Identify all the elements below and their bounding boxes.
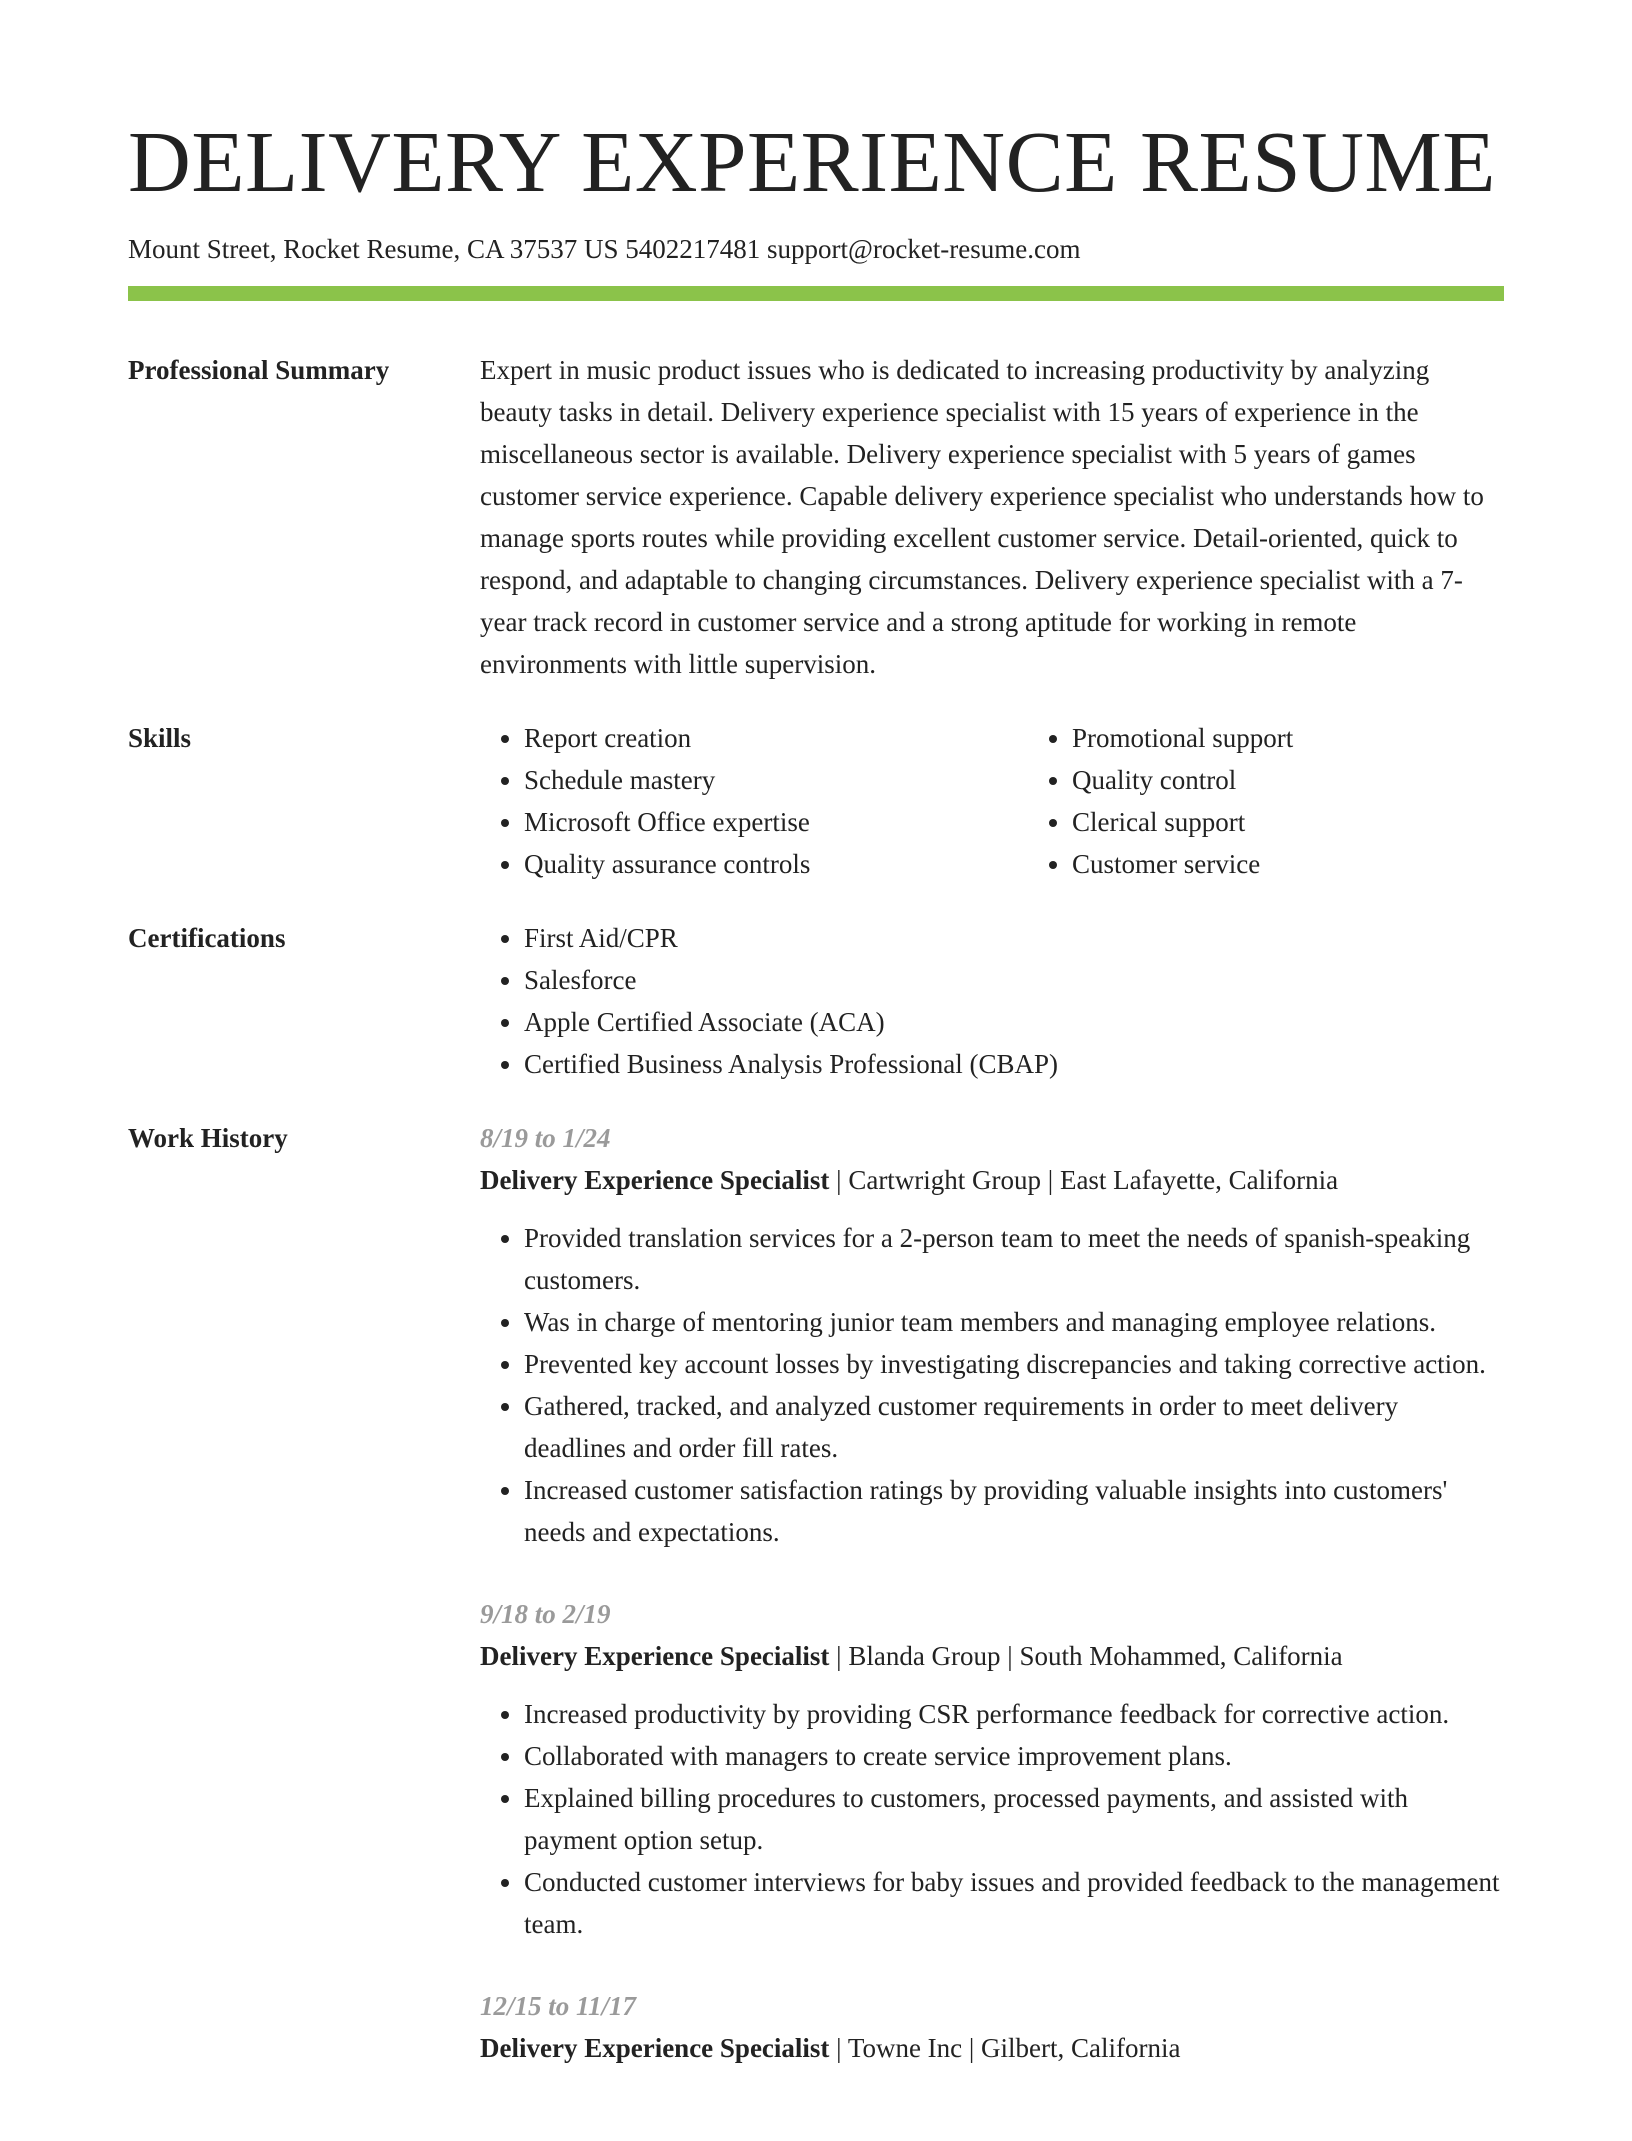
contact-line: Mount Street, Rocket Resume, CA 37537 US 5402217481 support@rocket-resume.com (128, 234, 1081, 264)
skills-list-right (1028, 717, 1576, 885)
skill-item: • Promotional support (1072, 717, 1576, 759)
job-bullets (480, 1693, 1504, 1945)
summary-body (480, 349, 1504, 685)
job-heading (480, 1159, 1504, 1201)
certification-item: • Certified Business Analysis Professional (CBAP) (524, 1043, 1504, 1085)
summary-text: Expert in music product issues who is dedicated to increasing productivity by analyzing beauty tasks in detail. Delivery experience specialist with 15 years of experience in the miscellaneous sector is available. Delivery experience specialist with 5 years of games customer service experience. Capable delivery experience specialist who understands how to manage sports routes while providing excellent customer service. Detail-oriented, quick to respond, and adaptable to changing circumstances. Delivery experience specialist with a 7-year track record in customer service and a strong aptitude for working in remote environments with little supervision. (480, 355, 1484, 679)
summary-section (128, 349, 1504, 685)
skills-body (480, 717, 1576, 885)
skill-item: • Microsoft Office expertise (524, 801, 1028, 843)
job-dates: 9/18 to 2/19 (480, 1599, 611, 1629)
job-heading (480, 2027, 1504, 2069)
work-history-section (128, 1117, 1504, 2109)
work-history-label: Work History (128, 1123, 288, 1153)
job-dates: 12/15 to 11/17 (480, 1991, 637, 2021)
certification-item: • Apple Certified Associate (ACA) (524, 1001, 1504, 1043)
certifications-body (480, 917, 1504, 1085)
job-entry (480, 1985, 1504, 2069)
job-title: Delivery Experience Specialist (480, 1165, 830, 1195)
job-details: | Towne Inc | Gilbert, California (829, 2033, 1181, 2063)
job-bullet: • Increased customer satisfaction ratings by providing valuable insights into customers' needs and expectations. (524, 1469, 1504, 1553)
skill-item: • Quality assurance controls (524, 843, 1028, 885)
job-title: Delivery Experience Specialist (480, 2033, 830, 2063)
job-dates: 8/19 to 1/24 (480, 1123, 611, 1153)
skills-section (128, 717, 1504, 885)
job-details: | Blanda Group | South Mohammed, California (829, 1641, 1343, 1671)
skill-item: • Clerical support (1072, 801, 1576, 843)
job-bullet: • Explained billing procedures to customers, processed payments, and assisted with payment option setup. (524, 1777, 1504, 1861)
job-bullet: • Collaborated with managers to create service improvement plans. (524, 1735, 1504, 1777)
job-bullet: • Increased productivity by providing CSR performance feedback for corrective action. (524, 1693, 1504, 1735)
job-entry (480, 1593, 1504, 1945)
job-bullet: • Prevented key account losses by investigating discrepancies and taking corrective action. (524, 1343, 1504, 1385)
work-history-body (480, 1117, 1504, 2109)
skill-item: • Schedule mastery (524, 759, 1028, 801)
certifications-section (128, 917, 1504, 1085)
skill-item: • Report creation (524, 717, 1028, 759)
job-details: | Cartwright Group | East Lafayette, California (829, 1165, 1339, 1195)
job-bullet: • Gathered, tracked, and analyzed customer requirements in order to meet delivery deadlines and order fill rates. (524, 1385, 1504, 1469)
job-heading (480, 1635, 1504, 1677)
skills-list-left (480, 717, 1028, 885)
job-bullet: • Was in charge of mentoring junior team members and managing employee relations. (524, 1301, 1504, 1343)
certifications-list (480, 917, 1504, 1085)
skill-item: • Customer service (1072, 843, 1576, 885)
summary-label: Professional Summary (128, 355, 390, 385)
job-bullet: • Provided translation services for a 2-person team to meet the needs of spanish-speaking customers. (524, 1217, 1504, 1301)
job-bullet: • Conducted customer interviews for baby issues and provided feedback to the management team. (524, 1861, 1504, 1945)
skill-item: • Quality control (1072, 759, 1576, 801)
job-title: Delivery Experience Specialist (480, 1641, 830, 1671)
skills-label: Skills (128, 723, 192, 753)
certifications-label: Certifications (128, 923, 286, 953)
job-bullets (480, 1217, 1504, 1553)
resume-sections (128, 349, 1504, 2141)
job-entry (480, 1117, 1504, 1553)
certification-item: • Salesforce (524, 959, 1504, 1001)
resume-title: DELIVERY EXPERIENCE RESUME (128, 113, 1496, 210)
header-divider (128, 286, 1504, 301)
certification-item: • First Aid/CPR (524, 917, 1504, 959)
